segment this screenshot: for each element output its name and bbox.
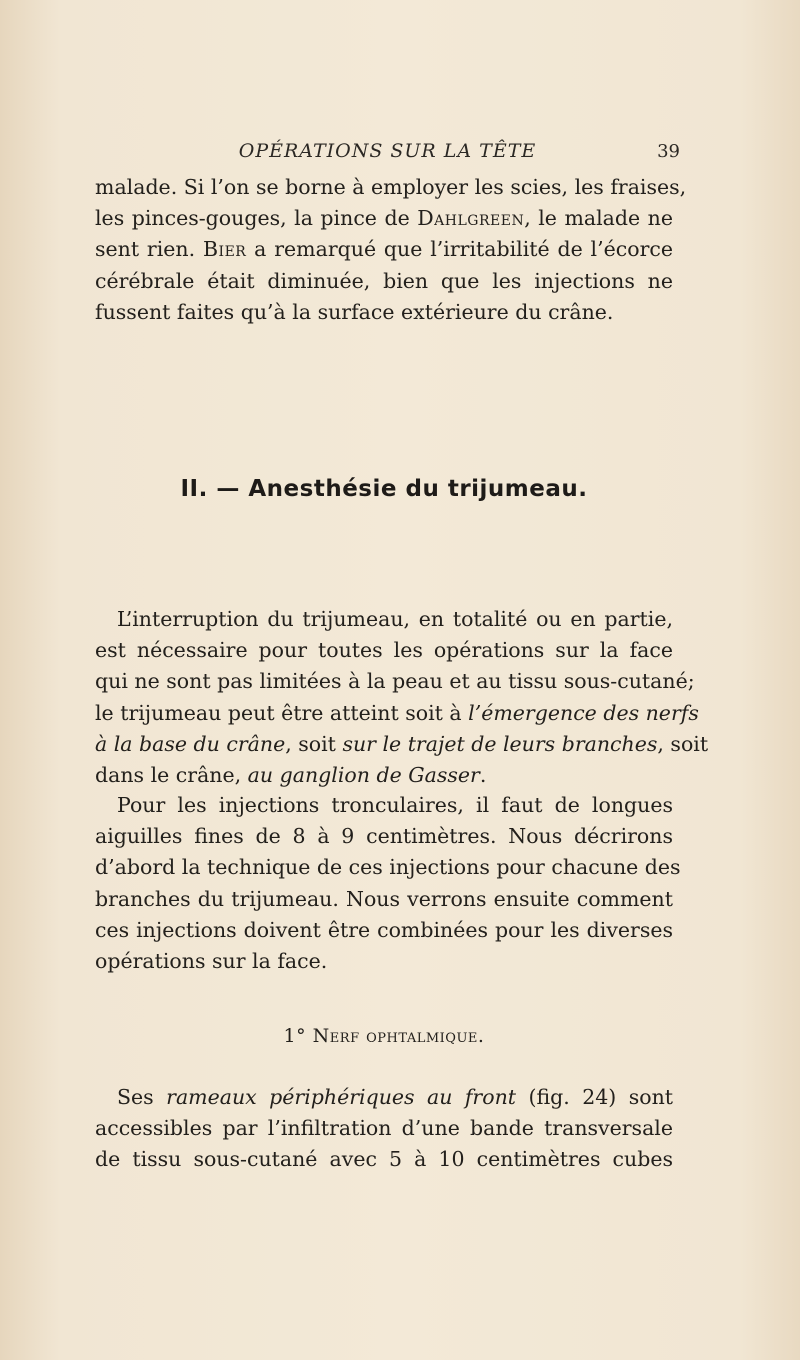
running-head xyxy=(95,140,680,166)
section-heading: II. — Anesthésie du trijumeau. xyxy=(180,476,588,502)
text-line xyxy=(95,884,673,915)
text-line xyxy=(95,729,709,760)
text-span: dans le crâne, xyxy=(95,762,248,787)
subsection-number: 1° xyxy=(283,1025,307,1047)
text-span: ces injections doivent être combinées pour les diverses xyxy=(95,917,673,942)
subsection-heading xyxy=(95,1025,673,1047)
author-name: Dahlgreen xyxy=(417,206,525,231)
text-span: de tissu sous-cutané avec 5 à 10 centimètres cubes xyxy=(95,1147,673,1172)
italic-span: au ganglion de Gasser xyxy=(247,762,480,787)
paragraph-2 xyxy=(95,604,709,791)
text-line xyxy=(95,266,673,297)
subsection-title: Nerf ophtalmique. xyxy=(312,1025,485,1047)
text-span: a remarqué que l’irritabilité de l’écorce xyxy=(246,237,673,262)
text-line xyxy=(95,297,673,328)
text-line xyxy=(95,1082,673,1113)
text-span: branches du trijumeau. Nous verrons ensuite comment xyxy=(95,886,673,911)
text-line xyxy=(95,852,681,883)
text-span: Pour les injections tronculaires, il faut de longues xyxy=(117,793,673,817)
text-line xyxy=(95,666,695,697)
text-line xyxy=(95,234,673,265)
text-span: . xyxy=(479,762,487,787)
text-span: , soit xyxy=(285,731,343,756)
text-span: (fig. 24) sont xyxy=(516,1085,674,1109)
text-span: opérations sur la face. xyxy=(95,948,328,973)
author-name: Bier xyxy=(202,237,247,262)
text-span: L’interruption du trijumeau, en totalité ou en partie, xyxy=(117,607,673,631)
text-line xyxy=(95,821,673,852)
text-span: d’abord la technique de ces injections pour chacune des xyxy=(95,855,681,880)
paragraph-1 xyxy=(95,172,687,328)
paragraph-4 xyxy=(95,1082,673,1176)
running-head-title: OPÉRATIONS SUR LA TÊTE xyxy=(238,140,537,162)
text-line xyxy=(95,760,673,791)
text-span: fussent faites qu’à la surface extérieure du crâne. xyxy=(95,299,614,324)
text-span: malade. Si l’on se borne à employer les scies, les fraises, xyxy=(95,175,687,199)
text-line xyxy=(95,1144,673,1175)
text-span: cérébrale était diminuée, bien que les injections ne xyxy=(95,268,673,293)
text-line xyxy=(95,946,673,977)
italic-span: rameaux périphériques au front xyxy=(166,1085,517,1109)
text-line xyxy=(95,790,673,821)
text-line xyxy=(95,172,687,203)
page-number: 39 xyxy=(657,141,680,162)
text-line xyxy=(95,915,673,946)
text-line xyxy=(95,203,673,234)
text-line xyxy=(95,698,699,729)
text-span: sent rien. xyxy=(95,237,203,262)
text-span: , soit xyxy=(657,731,709,756)
text-span: qui ne sont pas limitées à la peau et au tissu sous-cutané; xyxy=(95,669,695,694)
text-span: Ses xyxy=(117,1085,167,1109)
text-span: aiguilles fines de 8 à 9 centimètres. Nous décrirons xyxy=(95,824,673,849)
italic-span: à la base du crâne xyxy=(95,731,286,756)
text-span: est nécessaire pour toutes les opérations sur la face xyxy=(95,638,673,663)
text-line xyxy=(95,1113,673,1144)
paragraph-3 xyxy=(95,790,681,977)
text-span: les pinces-gouges, la pince de xyxy=(95,206,418,231)
text-line xyxy=(95,635,673,666)
text-span: le trijumeau peut être atteint soit à xyxy=(95,700,469,725)
text-span: accessibles par l’infiltration d’une bande transversale xyxy=(95,1116,673,1141)
italic-span: l’émergence des nerfs xyxy=(468,700,699,725)
text-line xyxy=(95,604,673,635)
text-span: , le malade ne xyxy=(524,206,673,231)
italic-span: sur le trajet de leurs branches xyxy=(342,731,658,756)
